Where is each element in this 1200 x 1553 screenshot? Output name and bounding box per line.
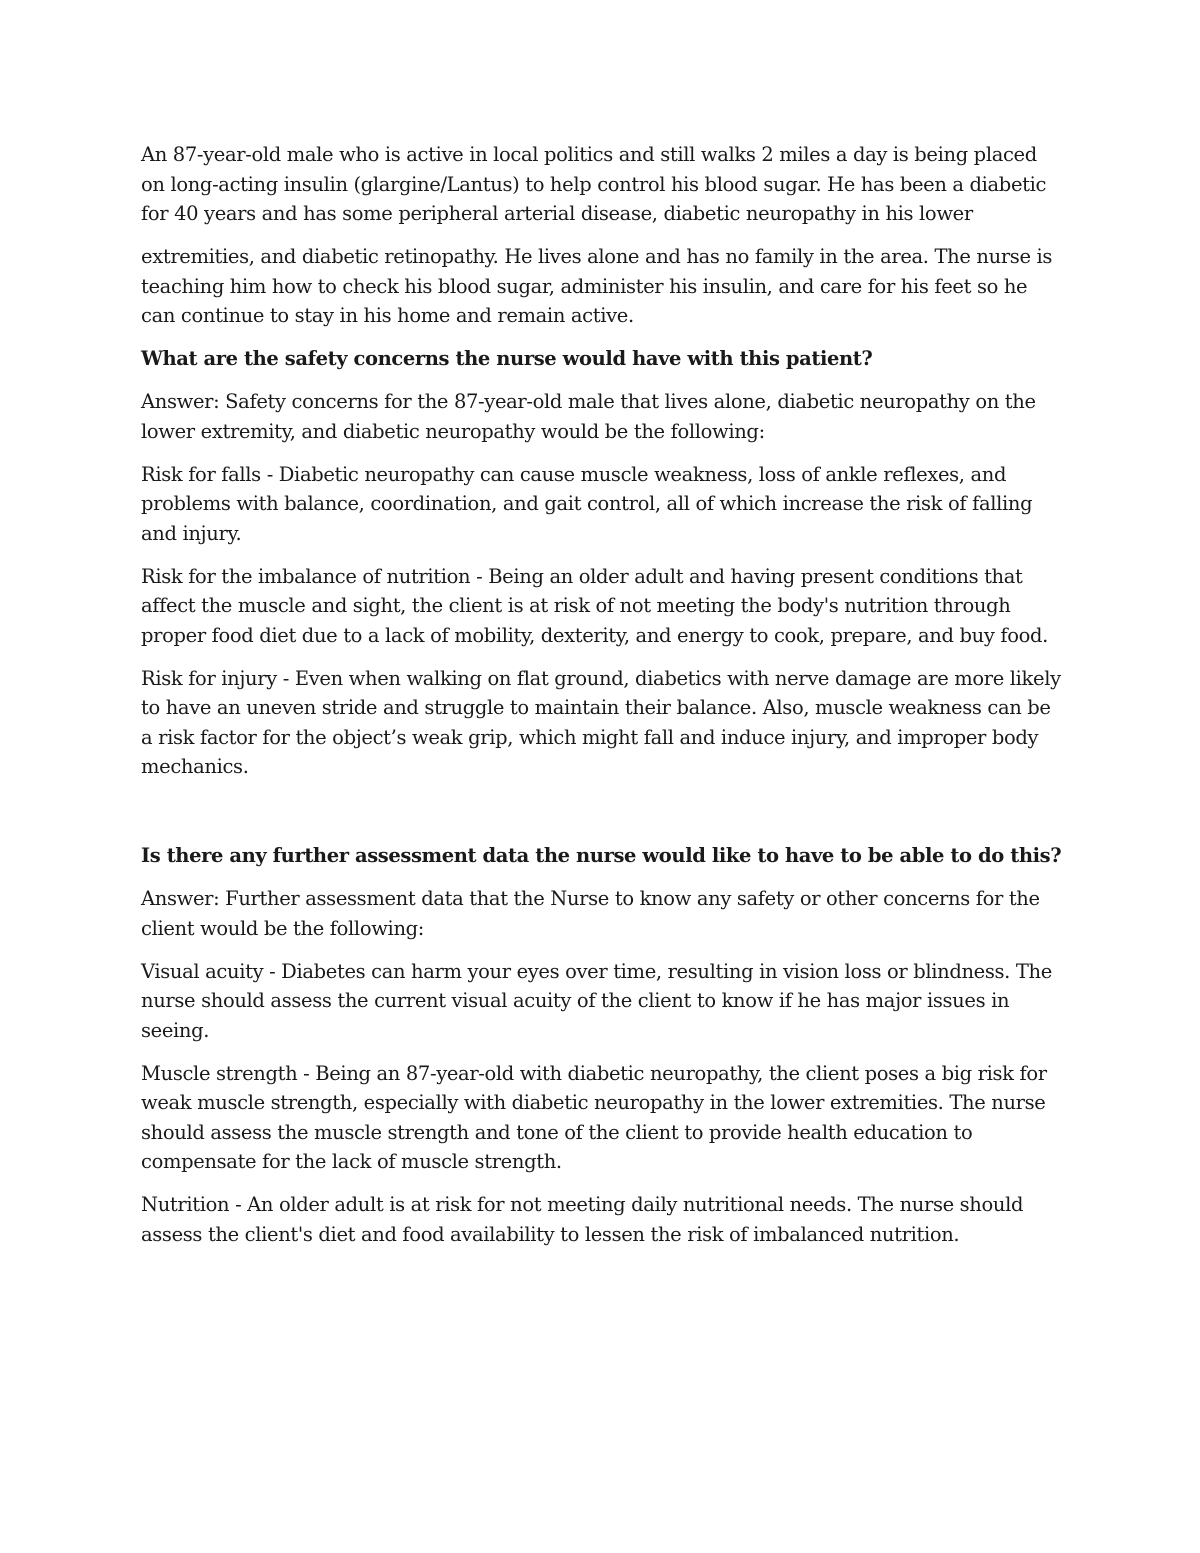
answer-2-intro: Answer: Further assessment data that the Nurse to know any safety or other concerns for the client would be the following: [141,887,1040,940]
scenario-paragraph-1: An 87-year-old male who is active in local politics and still walks 2 miles a day is being placed on long-acting insulin (glargine/Lantus) to help control his blood sugar. He has been a diabetic for 40 years and has some peripheral arterial disease, diabetic neuropathy in his lower [141,143,1047,225]
answer-1-item-injury: Risk for injury - Even when walking on flat ground, diabetics with nerve damage are more likely to have an uneven stride and struggle to maintain their balance. Also, muscle weakness can be a risk factor for the object’s weak grip, which might fall and induce injury, and improper body mechanics. [141,666,1061,778]
answer-2-item-nutrition: Nutrition - An older adult is at risk for not meeting daily nutritional needs. The nurse should assess the client's diet and food availability to lessen the risk of imbalanced nutrition. [141,1193,1024,1246]
document-body [141,140,1066,1263]
question-2-heading: Is there any further assessment data the nurse would like to have to be able to do this? [141,844,1062,867]
scenario-paragraph-2: extremities, and diabetic retinopathy. He lives alone and has no family in the area. The nurse is teaching him how to check his blood sugar, administer his insulin, and care for his feet so he can continue to stay in his home and remain active. [141,245,1053,327]
answer-1-item-nutrition: Risk for the imbalance of nutrition - Being an older adult and having present conditions that affect the muscle and sight, the client is at risk of not meeting the body's nutrition through proper food diet due to a lack of mobility, dexterity, and energy to cook, prepare, and buy food. [141,564,1048,647]
section-spacer [141,795,1066,841]
answer-2-item-visual-acuity: Visual acuity - Diabetes can harm your eyes over time, resulting in vision loss or blindness. The nurse should assess the current visual acuity of the client to know if he has major issues in seeing. [141,959,1052,1042]
question-1-heading: What are the safety concerns the nurse would have with this patient? [141,347,873,370]
answer-1-item-falls: Risk for falls - Diabetic neuropathy can cause muscle weakness, loss of ankle reflexes, and problems with balance, coordination, and gait control, all of which increase the risk of falling and injury. [141,462,1033,545]
answer-1-intro: Answer: Safety concerns for the 87-year-old male that lives alone, diabetic neuropathy on the lower extremity, and diabetic neuropathy would be the following: [141,390,1036,443]
answer-2-item-muscle-strength: Muscle strength - Being an 87-year-old with diabetic neuropathy, the client poses a big risk for weak muscle strength, especially with diabetic neuropathy in the lower extremities. The nurse should assess the muscle strength and tone of the client to provide health education to compensate for the lack of muscle strength. [141,1061,1047,1173]
